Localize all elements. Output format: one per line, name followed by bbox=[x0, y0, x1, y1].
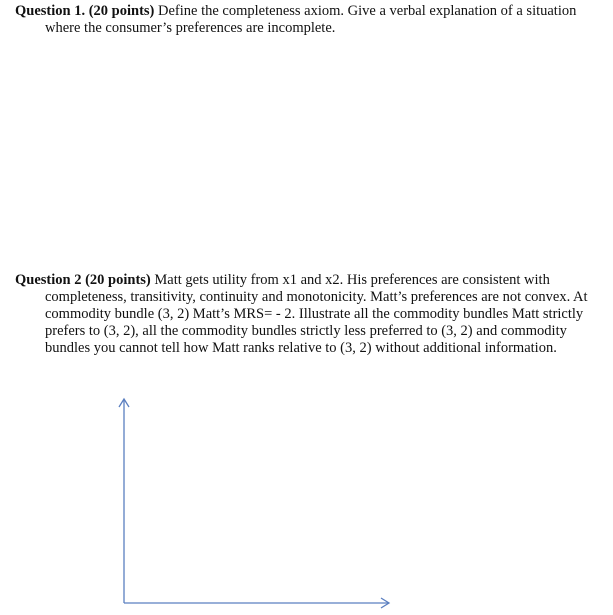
question-2-label: Question 2 (20 points) bbox=[15, 272, 151, 288]
question-1-line-1 bbox=[15, 3, 605, 20]
blank-axes-diagram bbox=[110, 390, 400, 612]
question-2-text: Matt gets utility from x1 and x2. His preferences are consistent with bbox=[154, 272, 550, 288]
question-1-text: Define the completeness axiom. Give a verbal explanation of a situation bbox=[158, 3, 577, 19]
question-1-label: Question 1. (20 points) bbox=[15, 3, 155, 19]
question-1-line-2: where the consumer’s preferences are incomplete. bbox=[45, 20, 336, 36]
question-2-line-4: prefers to (3, 2), all the commodity bundles strictly less preferred to (3, 2) and commodity bbox=[45, 323, 567, 339]
question-2 bbox=[15, 272, 605, 357]
question-2-line-3: commodity bundle (3, 2) Matt’s MRS= - 2. Illustrate all the commodity bundles Matt strictly bbox=[45, 306, 584, 322]
question-2-line-5: bundles you cannot tell how Matt ranks relative to (3, 2) without additional information. bbox=[45, 340, 557, 356]
question-2-line-2: completeness, transitivity, continuity and monotonicity. Matt’s preferences are not convex. At bbox=[45, 289, 588, 305]
question-2-line-1 bbox=[15, 272, 605, 289]
question-1 bbox=[15, 3, 605, 37]
